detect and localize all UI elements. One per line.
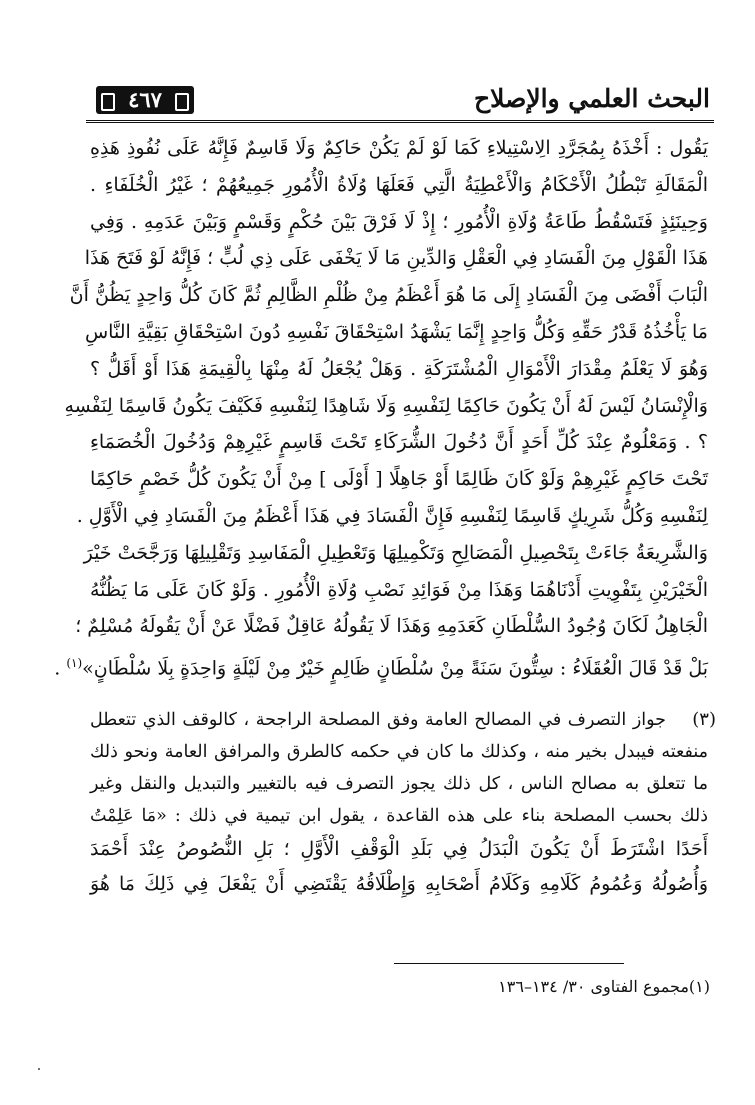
text-line: وَالْإِنْسَانُ لَيْسَ لَهُ أَنْ يَكُونَ حَاكِمًا لِنَفْسِهِ وَلَا شَاهِدًا لِنَفْسِهِ فَكَيْفَ يَكُونُ قَاسِمًا لِنَفْسِهِ	[64, 394, 708, 417]
text-line: وَالشَّرِيعَةُ جَاءَتْ بِتَحْصِيلِ الْمَصَالِحِ وَتَكْمِيلِهَا وَتَعْطِيلِ الْمَفَاسِدِ وَتَقْلِيلِهَا وَرَجَّحَتْ خَيْرَ	[83, 541, 708, 564]
footnote-divider	[394, 963, 624, 964]
quoted-passage	[54, 130, 708, 682]
text-line: يَقُول : أَخْذَهُ بِمُجَرَّدِ الِاسْتِيلاءِ كَمَا لَوْ لَمْ يَكُنْ حَاكِمٌ وَلَا قَاسِمٌ فَإِنَّهُ عَلَى نُفُوذِ هَذِهِ	[90, 137, 708, 159]
section-line: منفعته فيبدل بخير منه ، وكذلك ما كان في حكمه كالطرق والمرافق العامة ونحو ذلك	[90, 742, 708, 762]
text-line: وَحِينَئِذٍ فَتَسْقُطُ طَاعَةُ وُلَاةِ الْأُمُورِ ؛ إِذْ لَا فَرْقَ بَيْنَ حُكْمٍ وَقَسْمٍ وَبَيْنَ عَدَمِهِ . وَفِي	[90, 210, 708, 233]
text-line: مَا يَأْخُذُهُ قَدْرُ حَقِّهِ وَكُلُّ وَاحِدٍ إِنَّمَا يَشْهَدُ اسْتِحْقَاقَ نَفْسِهِ دُونَ اسْتِحْقَاقِ بَقِيَّةِ النَّاسِ	[84, 320, 708, 343]
text-line: الْخَيْرَيْنِ بِتَفْوِيتِ أَدْنَاهُمَا وَهَذَا مِنْ فَوَائِدِ نَصْبِ وُلَاةِ الْأُمُورِ . وَلَوْ كَانَ عَلَى مَا يَظُنُّهُ	[90, 578, 708, 601]
text-line: الْبَابَ أَفْضَى مِنَ الْفَسَادِ إِلَى مَا هُوَ أَعْظَمُ مِنْ ظُلْمِ الظَّالِمِ ثُمَّ كَانَ كُلُّ وَاحِدٍ يَظُنُّ أَنَّ	[69, 284, 708, 307]
section-quote-line: أَحَدًا اشْتَرَطَ أَنْ يَكُونَ الْبَدَلُ فِي بَلَدِ الْوَقْفِ الْأَوَّلِ ؛ بَلِ النُّصُوصُ عِنْدَ أَحْمَدَ	[90, 838, 708, 860]
text-line: هَذَا الْقَوْلِ مِنَ الْفَسَادِ فِي الْعَقْلِ وَالدِّينِ مَا لَا يَخْفَى عَلَى ذِي لُبٍّ ؛ فَإِنَّهُ لَوْ فَتَحَ هَذَا	[84, 247, 708, 270]
section-line: ما تتعلق به مصالح الناس ، كل ذلك يجوز التصرف فيه بالتغيير والتبديل والنقل وغير	[90, 774, 708, 794]
scan-speck	[38, 1068, 40, 1070]
text-line: الْمَقَالَةِ تَبْطُلُ الْأَحْكَامُ وَالْأَعْطِيَةُ الَّتِي فَعَلَهَا وُلَاةُ الْأُمُورِ جَمِيعُهُمْ ؛ غَيْرُ الْخُلَفَاءِ .	[90, 173, 708, 196]
text-line: ؟ . وَمَعْلُومٌ عِنْدَ كُلِّ أَحَدٍ أَنَّ دُخُولَ الشُّرَكَاءِ تَحْتَ قَاسِمٍ غَيْرِهِمْ وَدُخُولَ الْخُصَمَاءِ	[90, 431, 708, 454]
text-line: وَهُوَ لَا يَعْلَمُ مِقْدَارَ الْأَمْوَالِ الْمُشْتَرَكَةِ . وَهَلْ يُجْعَلُ لَهُ مِنْهَا بِالْقِيمَةِ هَذَا أَوْ أَقَلُّ ؟	[90, 357, 708, 380]
footnote: (١)مجموع الفتاوى ٣٠/ ١٣٤–١٣٦	[498, 977, 710, 996]
section-number: (٣)	[692, 709, 716, 730]
text-line-last: بَلْ قَدْ قَالَ الْعُقَلَاءُ : سِتُّونَ سَنَةً مِنْ سُلْطَانٍ ظَالِمٍ خَيْرٌ مِنْ لَيْلَةٍ وَاحِدَةٍ بِلَا سُلْطَانٍ»$^{(١)}$ .	[54, 656, 708, 680]
page-header	[86, 80, 714, 123]
running-title: البحث العلمي والإصلاح	[474, 84, 710, 113]
quote-end-text: بَلْ قَدْ قَالَ الْعُقَلَاءُ : سِتُّونَ سَنَةً مِنْ سُلْطَانٍ ظَالِمٍ خَيْرٌ مِنْ لَيْلَةٍ وَاحِدَةٍ بِلَا سُلْطَانٍ»	[82, 657, 708, 680]
section-line: جواز التصرف في المصالح العامة وفق المصلحة الراجحة ، كالوقف الذي تتعطل	[90, 710, 666, 730]
footnote-reference: (١)	[66, 656, 83, 671]
section-quote-line: وَأُصُولُهُ وَعُمُومُ كَلَامِهِ وَكَلَامُ أَصْحَابِهِ وَإِطْلَاقُهُ يَقْتَضِي أَنْ يَفْعَلَ فِي ذَلِكَ مَا هُوَ	[90, 873, 708, 895]
page-number-badge: ٤٦٧	[96, 86, 194, 114]
section-line: ذلك بحسب المصلحة بناء على هذه القاعدة ، يقول ابن تيمية في ذلك : «مَا عَلِمْتُ	[90, 806, 708, 826]
section-3	[90, 704, 716, 902]
text-line: الْجَاهِلُ لَكَانَ وُجُودُ السُّلْطَانِ كَعَدَمِهِ وَهَذَا لَا يَقُولُهُ عَاقِلٌ فَضْلًا عَنْ أَنْ يَقُولَهُ مُسْلِمٌ ؛	[75, 615, 708, 638]
text-line: تَحْتَ حَاكِمٍ غَيْرِهِمْ وَلَوْ كَانَ ظَالِمًا أَوْ جَاهِلًا [ أَوْلَى ] مِنْ أَنْ يَكُونَ كُلُّ خَصْمٍ حَاكِمًا	[90, 468, 708, 491]
text-line: لِنَفْسِهِ وَكُلُّ شَرِيكٍ قَاسِمًا لِنَفْسِهِ فَإِنَّ الْفَسَادَ فِي هَذَا أَعْظَمُ مِنَ الْفَسَادِ فِي الْأَوَّلِ .	[76, 504, 708, 527]
